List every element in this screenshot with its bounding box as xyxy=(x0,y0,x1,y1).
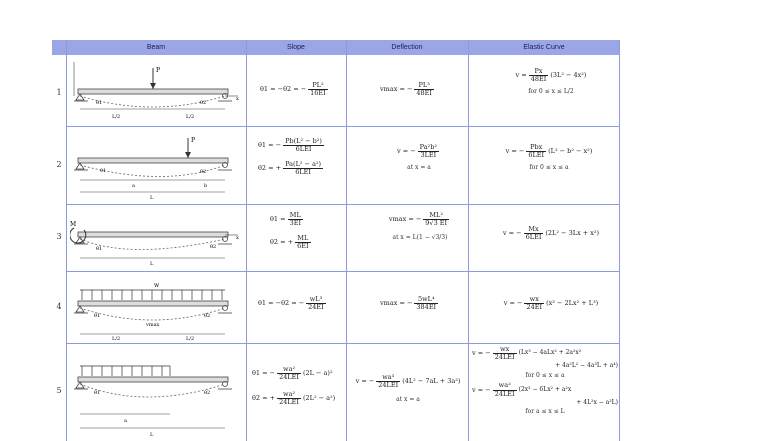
grid-line xyxy=(346,40,347,441)
load-label: M xyxy=(70,221,77,228)
beam-diagram-partial-uniform-load xyxy=(70,352,242,438)
slope-formula: θ1 = $\frac{ML}{3EI}$ θ2 = + $\frac{ML}{6EI}$ xyxy=(270,211,309,251)
slope-formula: θ1 = − $\frac{\text{Pb(L² − b²)}}{\text{6LEI}}$ θ2 = + $\frac{\text{Pa(L² − a²)}}{\text{6LEI}}$ xyxy=(258,137,322,177)
beam-diagram-offset-point-load xyxy=(70,132,242,202)
slope-label: θ2 xyxy=(200,169,207,175)
row-number: 4 xyxy=(56,302,62,311)
row-number: 2 xyxy=(56,160,62,169)
length-label: a xyxy=(124,418,127,424)
slope-label: θ1 xyxy=(94,313,101,319)
grid-line xyxy=(619,40,620,441)
grid-line xyxy=(246,40,247,441)
header-elastic-curve: Elastic Curve xyxy=(523,44,565,51)
header-deflection: Deflection xyxy=(391,44,423,51)
elastic-curve-formula: v = − $\frac{\text{Pbx}}{\text{6LEI}}$ (L² − b² − x²) for 0 ≤ x ≤ a xyxy=(505,143,593,172)
deflection-formula: v = − $\frac{\text{Pa²b²}}{\text{3LEI}}$ at x = a xyxy=(396,143,438,172)
deflection-formula: vmax = − $\frac{\text{5wL⁴}}{384EI}$ xyxy=(380,295,437,312)
header-beam: Beam xyxy=(146,44,166,51)
slope-formula: θ1 = −θ2 = − $\frac{\text{PL²}}{16EI}$ xyxy=(260,81,326,98)
beam-diagram-simply-supported-point-load xyxy=(70,60,242,124)
row-divider xyxy=(66,343,620,344)
row-divider xyxy=(66,204,620,205)
deflection-formula: vmax = − $\frac{\text{PL³}}{48EI}$ xyxy=(380,81,432,98)
slope-formula: θ1 = −θ2 = − $\frac{\text{wL³}}{24EI}$ xyxy=(258,295,324,312)
length-label: a xyxy=(132,183,135,189)
row-number: 3 xyxy=(56,232,62,241)
grid-line xyxy=(468,40,469,441)
load-label: P xyxy=(191,137,196,144)
row-divider xyxy=(66,126,620,127)
length-label: b xyxy=(204,183,208,189)
slope-label: θ1 xyxy=(96,246,103,252)
elastic-curve-formula: v = $\frac{Px}{48EI}$ (3L² − 4x²) for 0 ≤ x ≤ L/2 xyxy=(515,67,587,96)
length-label: L xyxy=(150,432,154,438)
length-label: L/2 xyxy=(186,114,195,120)
deflection-label: vmax xyxy=(146,322,160,328)
length-label: L/2 xyxy=(112,114,121,120)
beam-diagram-uniform-load xyxy=(70,276,242,342)
length-label: L xyxy=(150,195,154,201)
elastic-curve-formula: v = − $\frac{wx}{\text{24LEI}}$ (Lx³ − 4aLx² + 2a²x² + 4a²L² − 4a³L + a⁴) for 0 ≤ x ≤ a v = − $\frac{\text{wa²}}{\text{24LEI}}$ (2x³ − 6Lx² + a²x + 4L²x − a²L) for a ≤ x ≤ L xyxy=(472,345,618,416)
row-number: 1 xyxy=(56,88,62,97)
axis-label: x xyxy=(236,96,239,102)
header-slope: Slope xyxy=(287,44,305,51)
slope-label: θ1 xyxy=(96,100,103,106)
slope-label: θ2 xyxy=(200,100,207,106)
grid-line xyxy=(66,40,67,441)
slope-label: θ2 xyxy=(210,244,217,250)
slope-label: θ2 xyxy=(204,313,211,319)
load-label: w xyxy=(154,282,160,289)
row-number: 5 xyxy=(56,386,62,395)
row-divider xyxy=(66,271,620,272)
slope-label: θ2 xyxy=(204,390,211,396)
beam-diagram-end-moment xyxy=(70,208,242,268)
load-label: P xyxy=(156,67,161,74)
elastic-curve-formula: v = − $\frac{Mx}{\text{6LEI}}$ (2L² − 3Lx + x²) xyxy=(502,225,600,242)
slope-formula: θ1 = − $\frac{\text{wa²}}{\text{24LEI}}$ (2L − a)² θ2 = + $\frac{\text{wa²}}{\text{24LEI}}$ (2L² − a²) xyxy=(252,365,336,407)
length-label: L xyxy=(150,261,154,267)
beam-formula-table xyxy=(52,40,620,441)
length-label: L/2 xyxy=(186,336,195,342)
slope-label: θ1 xyxy=(100,168,107,174)
deflection-formula: vmax = − $\frac{\text{ML²}}{9√3 EI}$ at x = L(1 − √3/3) xyxy=(388,211,448,242)
length-label: L/2 xyxy=(112,336,121,342)
axis-label: x xyxy=(236,235,239,241)
elastic-curve-formula: v = − $\frac{wx}{24EI}$ (x³ − 2Lx² + L³) xyxy=(503,295,599,312)
deflection-formula: v = − $\frac{\text{wa³}}{\text{24LEI}}$ (4L² − 7aL + 3a²) at x = a xyxy=(355,373,461,404)
slope-label: θ1 xyxy=(94,390,101,396)
